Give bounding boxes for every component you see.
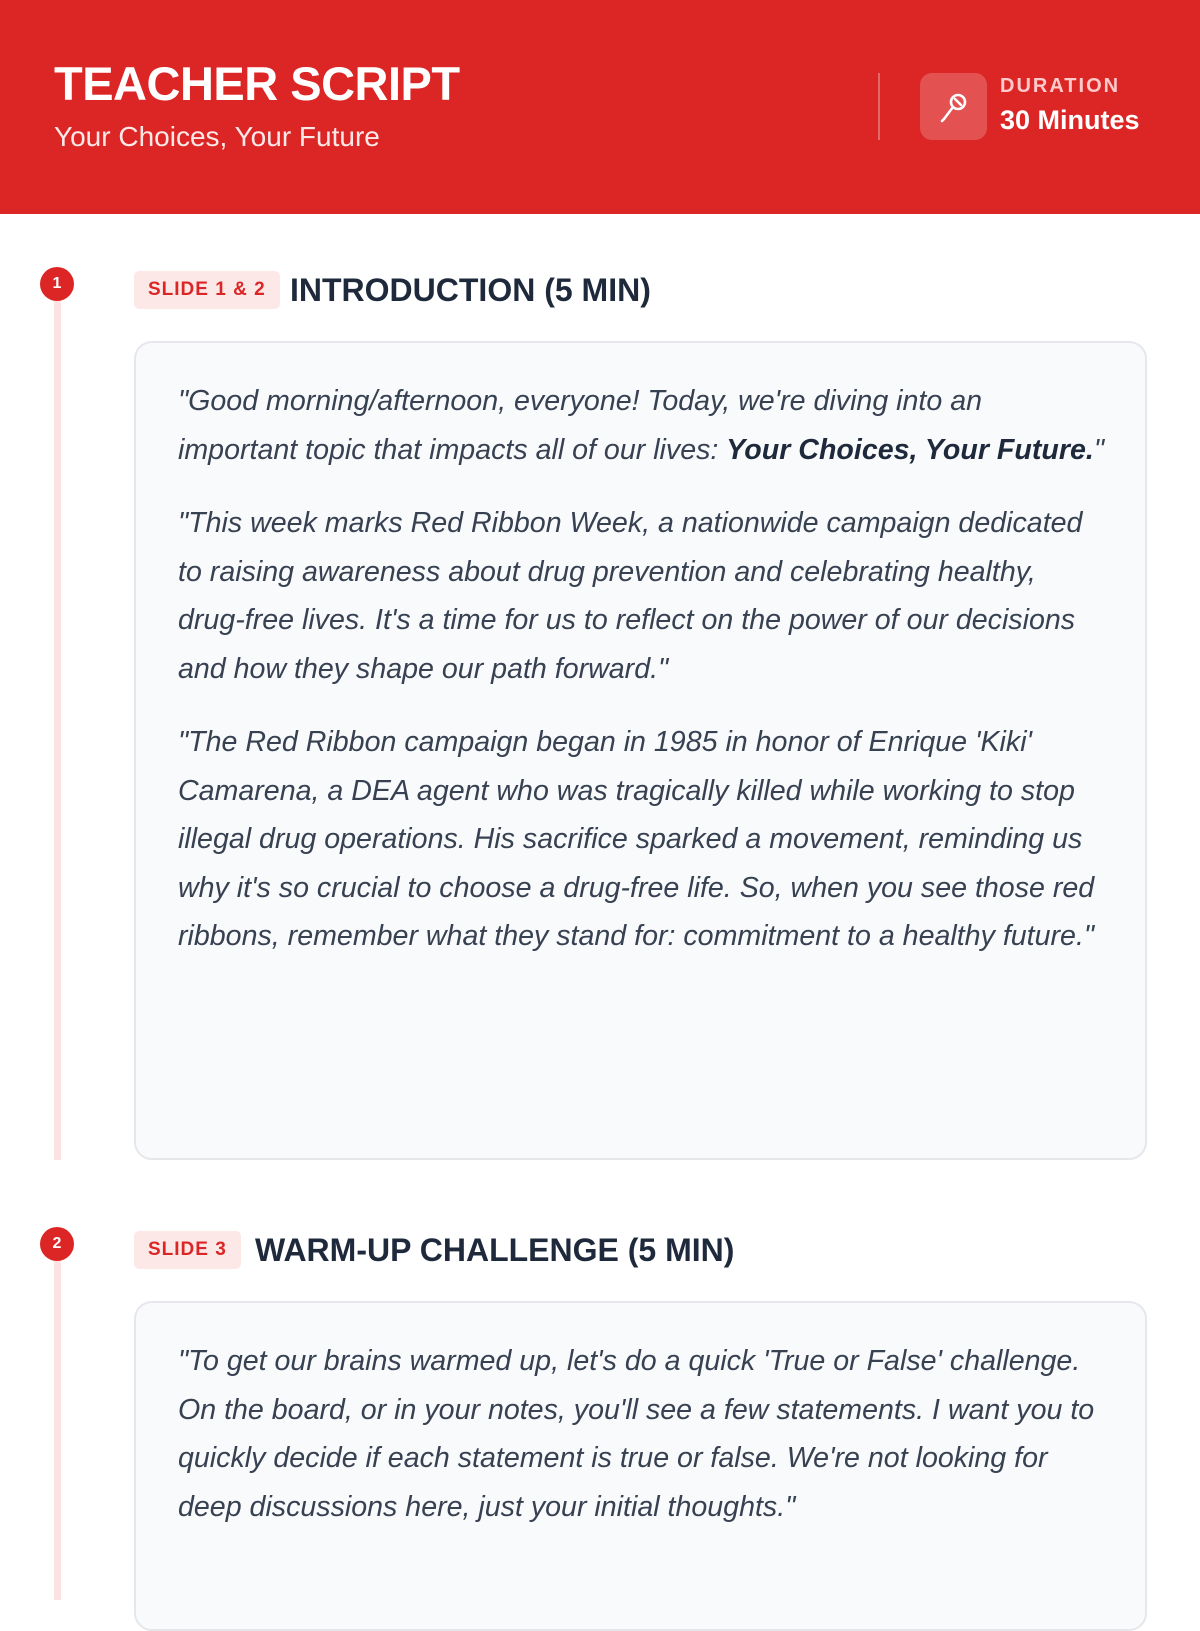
timeline-line — [54, 1260, 61, 1600]
step-number-badge: 1 — [40, 267, 74, 301]
timeline-line — [54, 290, 61, 1160]
section-title: WARM-UP CHALLENGE (5 MIN) — [255, 1232, 735, 1268]
script-card — [134, 341, 1147, 1160]
section-title: INTRODUCTION (5 MIN) — [290, 272, 651, 308]
script-card — [134, 1301, 1147, 1631]
script-emphasis: Your Choices, Your Future. — [726, 433, 1094, 466]
slide-badge: SLIDE 3 — [134, 1231, 241, 1269]
script-paragraph: "The Red Ribbon campaign began in 1985 in honor of Enrique 'Kiki' Camarena, a DEA agent who was tragically killed while working to stop illegal drug operations. His sacrifice sparked a movement, reminding us why it's so crucial to choose a drug-free life. So, when you see those red ribbons, remember what they stand for: commitment to a healthy future." — [178, 726, 1095, 952]
script-paragraph — [178, 377, 1105, 474]
script-paragraph: "This week marks Red Ribbon Week, a nationwide campaign dedicated to raising awareness about drug prevention and celebrating healthy, drug-free lives. It's a time for us to reflect on the power of our decisions and how they shape our path forward." — [178, 507, 1083, 685]
page-title: TEACHER SCRIPT — [54, 57, 460, 110]
script-text: " — [1093, 433, 1104, 466]
script-text: "Good morning/afternoon, everyone! Today, we're diving into an important topic that impacts all of our lives: — [178, 385, 983, 466]
slide-badge: SLIDE 1 & 2 — [134, 271, 280, 309]
header-divider — [878, 73, 880, 140]
step-number-badge: 2 — [40, 1227, 74, 1261]
duration-value: 30 Minutes — [1000, 105, 1140, 135]
page-subtitle: Your Choices, Your Future — [54, 121, 380, 152]
duration-label: DURATION — [1000, 75, 1121, 97]
microphone-icon — [920, 73, 987, 140]
script-paragraph: "To get our brains warmed up, let's do a quick 'True or False' challenge. On the board, or in your notes, you'll see a few statements. I want you to quickly decide if each statement is true or false. We're not looking for deep discussions here, just your initial thoughts." — [178, 1345, 1095, 1523]
header-banner — [0, 0, 1200, 214]
